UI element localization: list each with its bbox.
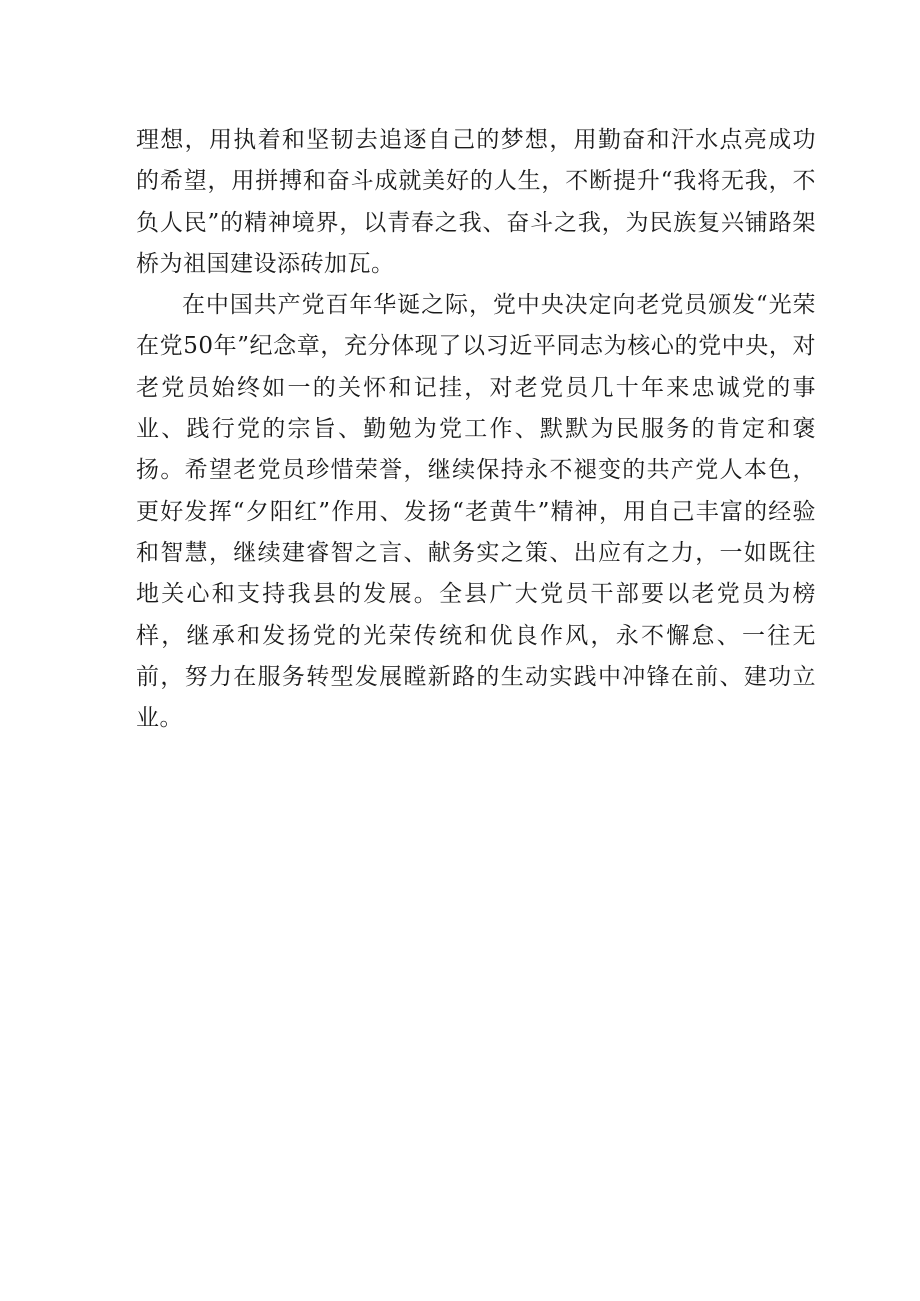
document-body <box>136 120 816 739</box>
paragraph-continuation: 理想，用执着和坚韧去追逐自己的梦想，用勤奋和汗水点亮成功的希望，用拼搏和奋斗成就美好的人生，不断提升“我将无我，不负人民”的精神境界，以青春之我、奋斗之我，为民族复兴铺路架桥为祖国建设添砖加瓦。 <box>136 127 816 277</box>
paragraph-commemorative-medal: 在中国共产党百年华诞之际，党中央决定向老党员颁发“光荣在党50年”纪念章，充分体现了以习近平同志为核心的党中央，对老党员始终如一的关怀和记挂，对老党员几十年来忠诚党的事业、践行党的宗旨、勤勉为党工作、默默为民服务的肯定和褒扬。希望老党员珍惜荣誉，继续保持永不褪变的共产党人本色，更好发挥“夕阳红”作用、发扬“老黄牛”精神，用自己丰富的经验和智慧，继续建睿智之言、献务实之策、出应有之力，一如既往地关心和支持我县的发展。全县广大党员干部要以老党员为榜样，继承和发扬党的光荣传统和优良作风，永不懈怠、一往无前，努力在服务转型发展瞠新路的生动实践中冲锋在前、建功立业。 <box>136 292 816 732</box>
